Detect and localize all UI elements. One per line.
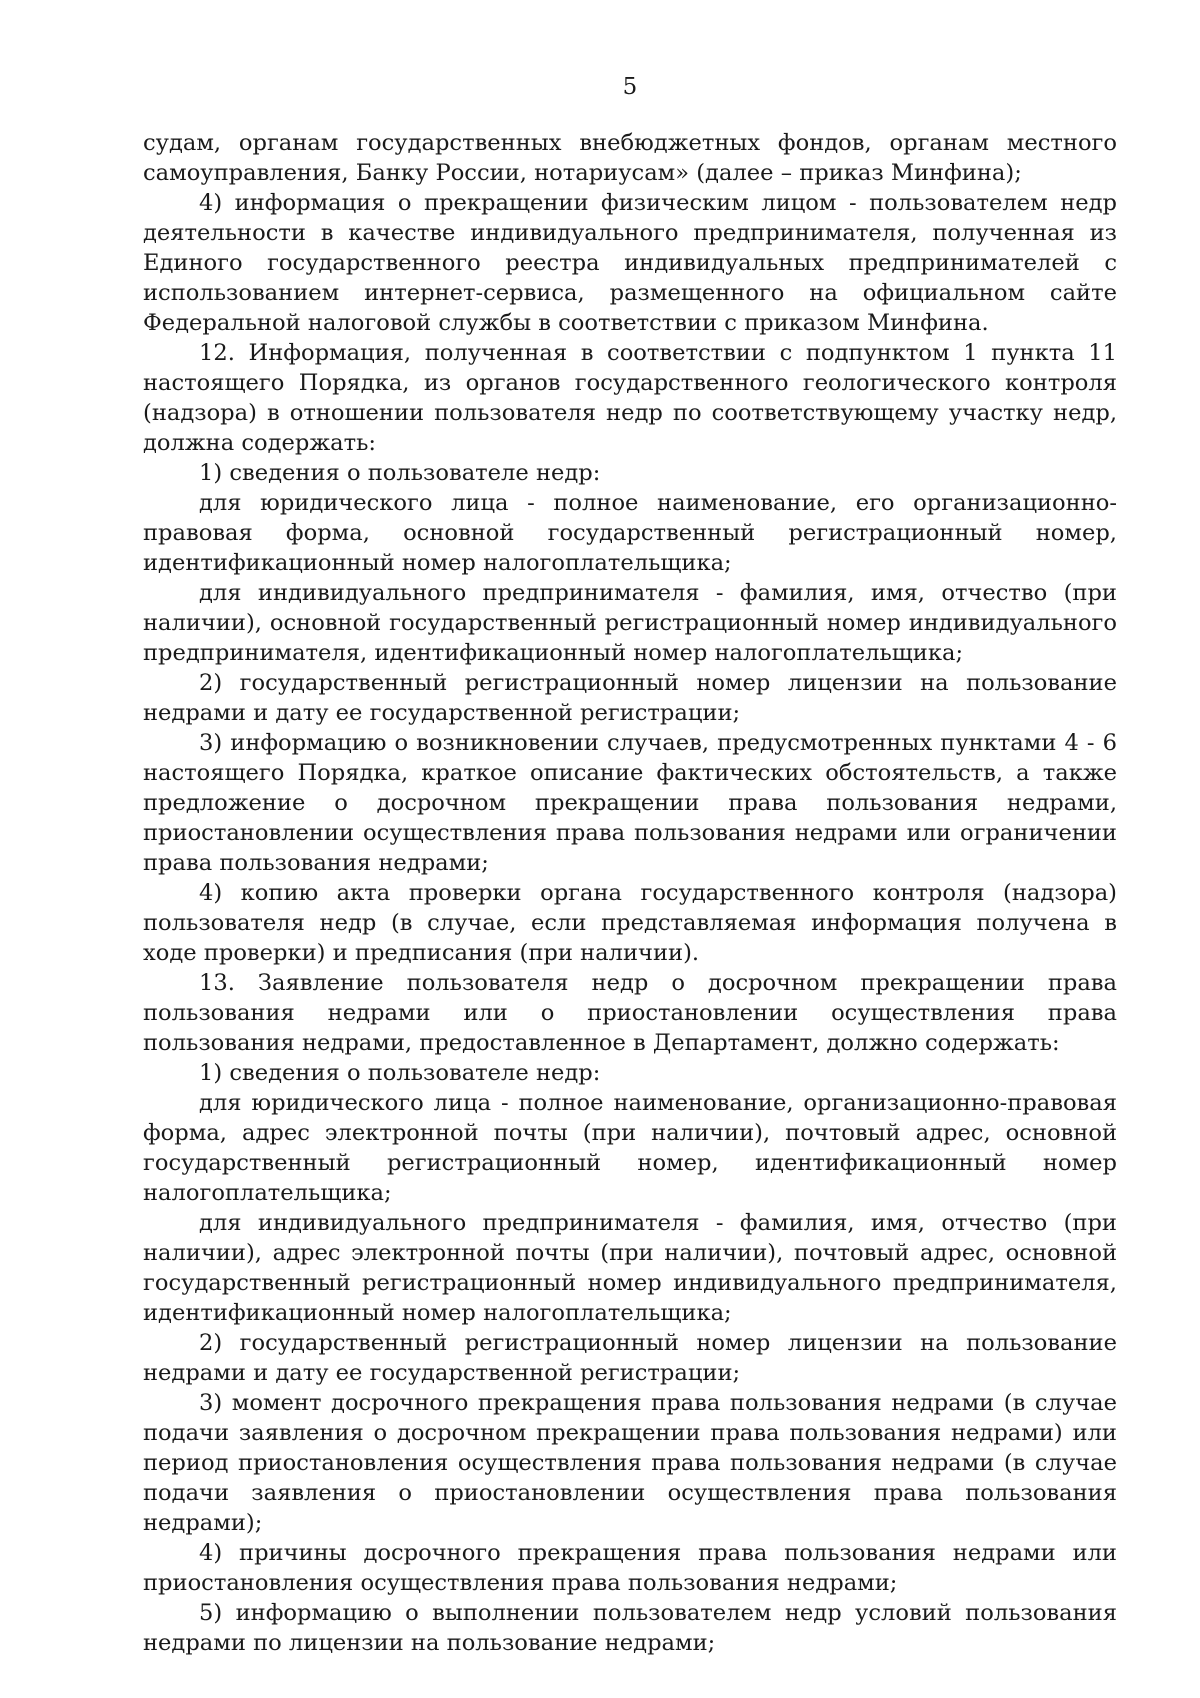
paragraph: 2) государственный регистрационный номер лицензии на пользование недрами и дату ее государственной регистрации; [143, 670, 1117, 726]
paragraph: 3) информацию о возникновении случаев, предусмотренных пунктами 4 - 6 настоящего Порядка, краткое описание фактических обстоятельств, а также предложение о досрочном прекращении права пользования недрами, приостановлении осуществления права пользования недрами или ограничении права пользования недрами; [143, 730, 1117, 876]
paragraph: 4) копию акта проверки органа государственного контроля (надзора) пользователя недр (в случае, если представляемая информация получена в ходе проверки) и предписания (при наличии). [143, 880, 1117, 966]
paragraph: 5) информацию о выполнении пользователем недр условий пользования недрами по лицензии на пользование недрами; [143, 1600, 1117, 1656]
paragraph: 1) сведения о пользователе недр: [199, 460, 601, 486]
paragraph: судам, органам государственных внебюджетных фондов, органам местного самоуправления, Банку России, нотариусам» (далее – приказ Минфина); [143, 130, 1117, 186]
paragraph: 3) момент досрочного прекращения права пользования недрами (в случае подачи заявления о досрочном прекращении права пользования недрами) или период приостановления осуществления права пользования недрами (в случае подачи заявления о приостановлении осуществления права пользования недрами); [143, 1390, 1117, 1536]
page-number: 5 [622, 74, 638, 100]
paragraph: для индивидуального предпринимателя - фамилия, имя, отчество (при наличии), основной государственный регистрационный номер индивидуального предпринимателя, идентификационный номер налогоплательщика; [143, 580, 1117, 666]
paragraph: 4) причины досрочного прекращения права пользования недрами или приостановления осуществления права пользования недрами; [143, 1540, 1117, 1596]
paragraph: 13. Заявление пользователя недр о досрочном прекращении права пользования недрами или о приостановлении осуществления права пользования недрами, предоставленное в Департамент, должно содержать: [143, 970, 1117, 1056]
paragraph: 4) информация о прекращении физическим лицом - пользователем недр деятельности в качестве индивидуального предпринимателя, полученная из Единого государственного реестра индивидуальных предпринимателей с использованием интернет-сервиса, размещенного на официальном сайте Федеральной налоговой службы в соответствии с приказом Минфина. [143, 190, 1117, 336]
paragraph: 1) сведения о пользователе недр: [199, 1060, 601, 1086]
paragraph: для юридического лица - полное наименование, организационно-правовая форма, адрес электронной почты (при наличии), почтовый адрес, основной государственный регистрационный номер, идентификационный номер налогоплательщика; [143, 1090, 1117, 1206]
paragraph: для юридического лица - полное наименование, его организационно-правовая форма, основной государственный регистрационный номер, идентификационный номер налогоплательщика; [143, 490, 1117, 576]
paragraph: для индивидуального предпринимателя - фамилия, имя, отчество (при наличии), адрес электронной почты (при наличии), почтовый адрес, основной государственный регистрационный номер индивидуального предпринимателя, идентификационный номер налогоплательщика; [143, 1210, 1117, 1326]
paragraph: 2) государственный регистрационный номер лицензии на пользование недрами и дату ее государственной регистрации; [143, 1330, 1117, 1386]
paragraph: 12. Информация, полученная в соответствии с подпунктом 1 пункта 11 настоящего Порядка, из органов государственного геологического контроля (надзора) в отношении пользователя недр по соответствующему участку недр, должна содержать: [143, 340, 1117, 456]
document-body [143, 128, 1117, 1658]
